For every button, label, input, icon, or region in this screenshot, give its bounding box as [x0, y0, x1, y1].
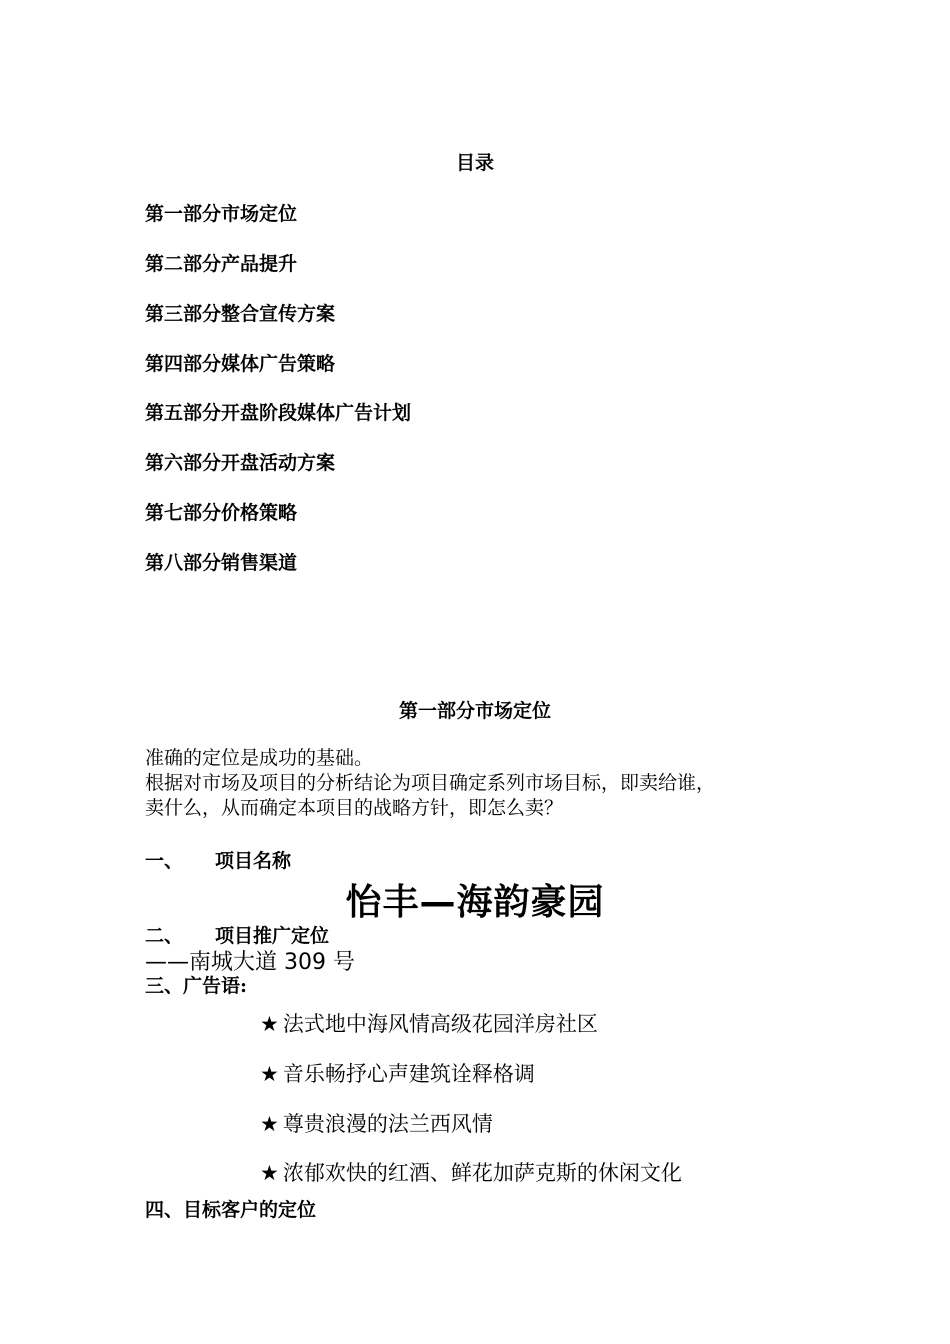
- toc-item-4[interactable]: 第四部分媒体广告策略: [145, 353, 336, 375]
- slogan-text: 尊贵浪漫的法兰西风情: [282, 1112, 493, 1136]
- slogan-text: 浓郁欢快的红酒、鲜花加萨克斯的休闲文化: [282, 1161, 682, 1185]
- heading-promotion-positioning: [145, 921, 329, 948]
- slogan-text: 音乐畅抒心声建筑诠释格调: [282, 1062, 535, 1086]
- toc-item-8[interactable]: 第八部分销售渠道: [145, 552, 298, 574]
- heading-number: 一、: [145, 850, 184, 872]
- star-icon: ★: [260, 1012, 279, 1036]
- star-icon: ★: [260, 1161, 279, 1185]
- star-icon: ★: [260, 1062, 279, 1086]
- toc-item-2[interactable]: 第二部分产品提升: [145, 253, 298, 275]
- toc-item-7[interactable]: 第七部分价格策略: [145, 502, 298, 524]
- project-address: ——南城大道 309 号: [145, 950, 355, 975]
- heading-project-name: [145, 846, 291, 873]
- star-icon: ★: [260, 1112, 279, 1136]
- slogan-3: [260, 1108, 493, 1138]
- slogan-text: 法式地中海风情高级花园洋房社区: [282, 1012, 598, 1036]
- project-name: 怡丰—海韵豪园: [345, 882, 605, 923]
- slogan-2: [260, 1058, 535, 1088]
- heading-number: 二、: [145, 925, 184, 947]
- heading-text: 项目名称: [215, 850, 292, 872]
- slogan-4: [260, 1157, 682, 1187]
- intro-line-3: 卖什么，从而确定本项目的战略方针，即怎么卖？: [145, 797, 564, 819]
- toc-item-3[interactable]: 第三部分整合宣传方案: [145, 303, 336, 325]
- toc-item-6[interactable]: 第六部分开盘活动方案: [145, 452, 336, 474]
- intro-line-2: 根据对市场及项目的分析结论为项目确定系列市场目标，即卖给谁，: [145, 772, 716, 794]
- slogan-1: [260, 1008, 598, 1038]
- heading-slogans: 三、广告语:: [145, 975, 248, 997]
- heading-text: 项目推广定位: [215, 925, 330, 947]
- heading-target-customers: 四、目标客户的定位: [145, 1199, 317, 1221]
- toc-item-1[interactable]: 第一部分市场定位: [145, 203, 298, 225]
- section-title: 第一部分市场定位: [398, 700, 551, 722]
- intro-line-1: 准确的定位是成功的基础。: [145, 747, 374, 769]
- toc-item-5[interactable]: 第五部分开盘阶段媒体广告计划: [145, 402, 412, 424]
- toc-title: 目录: [455, 152, 494, 174]
